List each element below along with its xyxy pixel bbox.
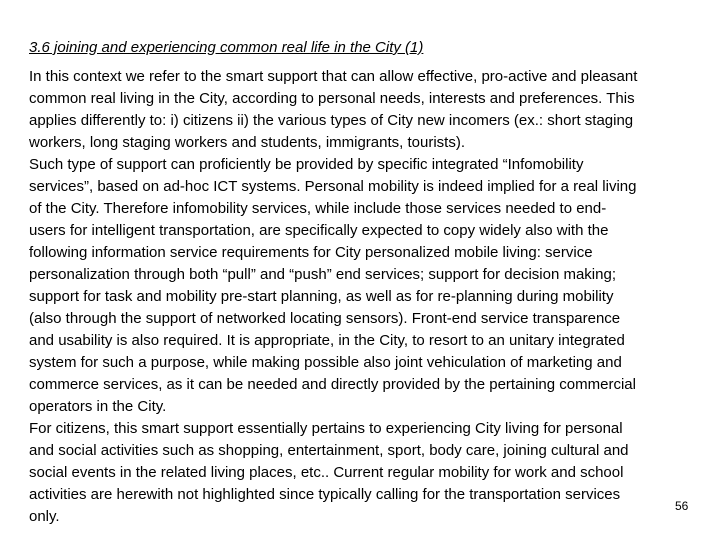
body-line: support for task and mobility pre-start planning, as well as for re-planning during mobility (29, 288, 614, 305)
body-line: applies differently to: i) citizens ii) the various types of City new incomers (ex.: short staging (29, 112, 634, 129)
slide-title: 3.6 joining and experiencing common real life in the City (1) (29, 39, 424, 56)
body-line: (also through the support of networked locating sensors). Front-end service transparence (29, 310, 621, 327)
body-line: users for intelligent transportation, are specifically expected to copy widely also with the (29, 222, 609, 239)
body-line: Such type of support can proficiently be provided by specific integrated “Infomobility (29, 156, 584, 173)
body-line: activities are herewith not highlighted since typically calling for the transportation services (29, 486, 621, 503)
body-line: In this context we refer to the smart support that can allow effective, pro-active and pleasant (29, 68, 638, 85)
body-line: and social activities such as shopping, entertainment, sport, body care, joining cultural and (29, 442, 629, 459)
body-line: For citizens, this smart support essentially pertains to experiencing City living for personal (29, 420, 623, 437)
body-line: commerce services, as it can be needed and directly provided by the pertaining commercial (29, 376, 636, 393)
body-line: and usability is also required. It is appropriate, in the City, to resort to an unitary integrated (29, 332, 625, 349)
body-line: system for such a purpose, while making possible also joint vehiculation of marketing and (29, 354, 622, 371)
body-line: only. (29, 508, 60, 525)
body-line: personalization through both “pull” and “push” end services; support for decision making; (29, 266, 616, 283)
body-line: services”, based on ad-hoc ICT systems. Personal mobility is indeed implied for a real living (29, 178, 637, 195)
body-line: following information service requirements for City personalized mobile living: service (29, 244, 593, 261)
body-line: common real living in the City, according to personal needs, interests and preferences. This (29, 90, 635, 107)
page-number: 56 (675, 499, 689, 513)
body-line: of the City. Therefore infomobility services, while include those services needed to end- (29, 200, 607, 217)
body-line: social events in the related living places, etc.. Current regular mobility for work and school (29, 464, 624, 481)
body-text (29, 66, 689, 528)
body-line: operators in the City. (29, 398, 167, 415)
body-line: workers, long staging workers and students, immigrants, tourists). (29, 134, 466, 151)
